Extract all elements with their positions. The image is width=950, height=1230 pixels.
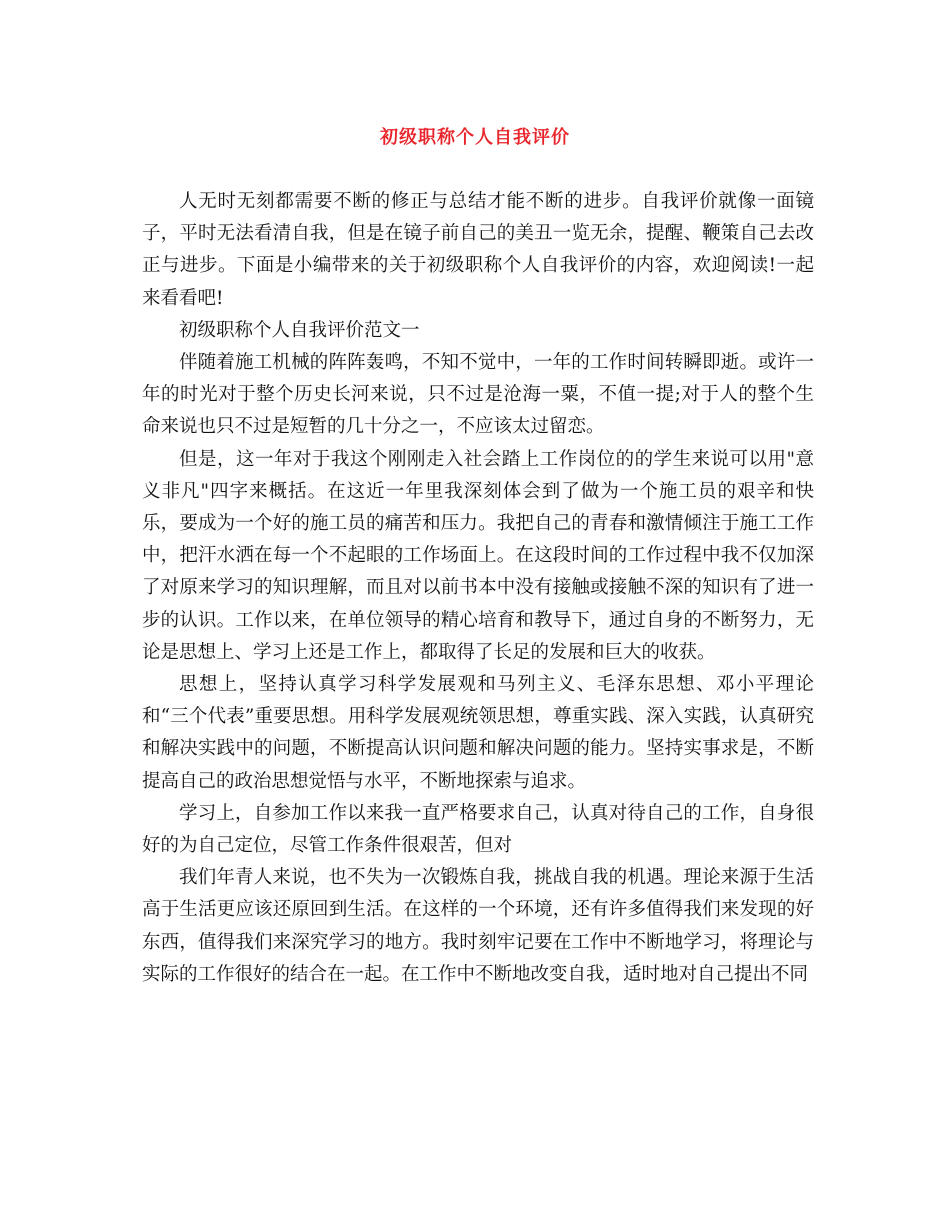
document-body <box>142 186 814 991</box>
paragraph-section-heading: 初级职称个人自我评价范文一 <box>179 319 420 341</box>
document-title: 初级职称个人自我评价 <box>380 127 570 148</box>
paragraph-3: 思想上，坚持认真学习科学发展观和马列主义、毛泽东思想、邓小平理论和“三个代表”重要思想。用科学发展观统领思想，尊重实践、深入实践，认真研究和解决实践中的问题，不断提高认识问题和解决问题的能力。坚持实事求是，不断提高自己的政治思想觉悟与水平，不断地探索与追求。 <box>142 674 814 792</box>
paragraph-5: 我们年青人来说，也不失为一次锻炼自我，挑战自我的机遇。理论来源于生活高于生活更应该还原回到生活。在这样的一个环境，还有许多值得我们来发现的好东西，值得我们来深究学习的地方。我时刻牢记要在工作中不断地学习，将理论与实际的工作很好的结合在一起。在工作中不断地改变自我，适时地对自己提出不同 <box>142 867 814 985</box>
paragraph-intro: 人无时无刻都需要不断的修正与总结才能不断的进步。自我评价就像一面镜子，平时无法看清自我，但是在镜子前自己的美丑一览无余，提醒、鞭策自己去改正与进步。下面是小编带来的关于初级职称个人自我评价的内容，欢迎阅读!一起来看看吧! <box>142 191 814 309</box>
paragraph-2: 但是，这一年对于我这个刚刚走入社会踏上工作岗位的的学生来说可以用"意义非凡"四字来概括。在这近一年里我深刻体会到了做为一个施工员的艰辛和快乐，要成为一个好的施工员的痛苦和压力。我把自己的青春和激情倾注于施工工作中，把汗水洒在每一个不起眼的工作场面上。在这段时间的工作过程中我不仅加深了对原来学习的知识理解，而且对以前书本中没有接触或接触不深的知识有了进一步的认识。工作以来，在单位领导的精心培育和教导下，通过自身的不断努力，无论是思想上、学习上还是工作上，都取得了长足的发展和巨大的收获。 <box>142 448 814 663</box>
paragraph-1: 伴随着施工机械的阵阵轰鸣，不知不觉中，一年的工作时间转瞬即逝。或许一年的时光对于整个历史长河来说，只不过是沧海一粟，不值一提;对于人的整个生命来说也只不过是短暂的几十分之一，不应该太过留恋。 <box>142 352 814 438</box>
paragraph-4: 学习上，自参加工作以来我一直严格要求自己，认真对待自己的工作，自身很好的为自己定位，尽管工作条件很艰苦，但对 <box>142 802 814 857</box>
